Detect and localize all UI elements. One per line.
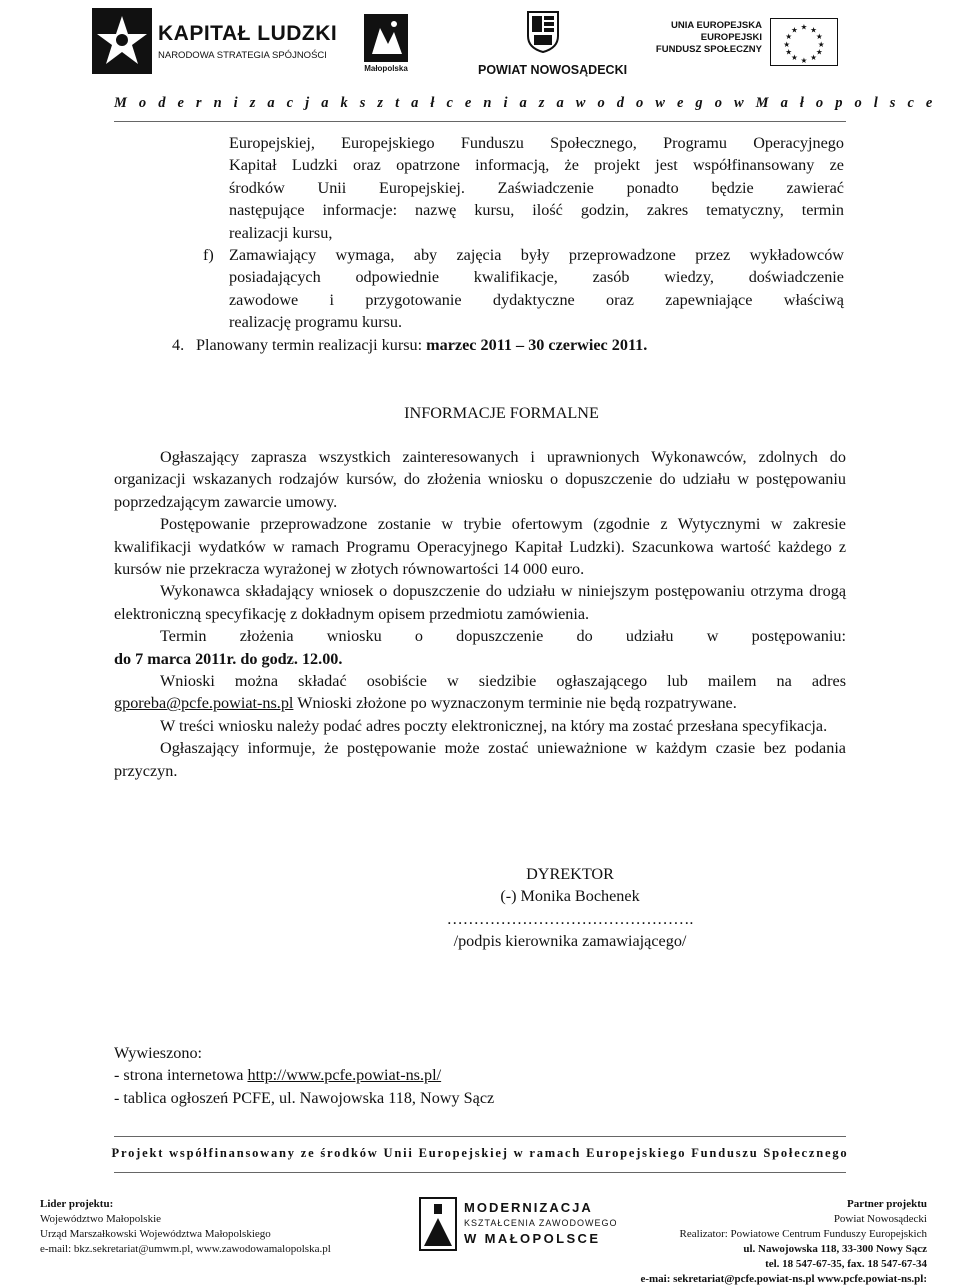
- eu-logo: [655, 18, 838, 78]
- text-line: środków Unii Europejskiej. Zaświadczenie ponadto będzie zawierać: [229, 178, 844, 197]
- paragraph-invitation: Ogłaszający zaprasza wszystkich zainteresowanych i uprawnionych Wykonawców, zdolnych do organizacji wskazanych rodzajów kursów, do złożenia wniosku o dopuszczenie do udziału w postępowaniu poprzedzającym zawarcie umowy.: [114, 448, 846, 511]
- signature-name: (-) Monika Bochenek: [500, 887, 640, 906]
- paragraph-annulment: Ogłaszający informuje, że postępowanie może zostać unieważnione w każdym czasie bez podania przyczyn.: [114, 739, 846, 780]
- signature-title: DYREKTOR: [526, 865, 614, 883]
- footer-divider: [114, 1136, 846, 1137]
- list-marker-4: 4.: [172, 336, 185, 354]
- footer-title: Projekt współfinansowany ze środków Unii Europejskiej w ramach Europejskiego Funduszu Społecznego: [111, 1146, 849, 1160]
- leader-line: Województwo Małopolskie: [40, 1213, 162, 1225]
- malopolska-logo: [364, 14, 408, 74]
- partner-line: Powiat Nowosądecki: [833, 1213, 927, 1225]
- modernizacja-icon: [418, 1196, 458, 1252]
- text-line: zawodowe i przygotowanie dydaktyczne oraz zapewniające właściwą: [229, 290, 844, 309]
- svg-text:★: ★: [800, 56, 808, 66]
- eu-text: [656, 20, 762, 56]
- term-label: Planowany termin realizacji kursu:: [196, 336, 427, 354]
- section-heading: INFORMACJE FORMALNE: [404, 404, 599, 422]
- list-marker-f: f): [203, 246, 214, 264]
- text-line: posiadających odpowiednie kwalifikacje, zasób wiedzy, doświadczenie: [229, 268, 844, 287]
- text-line: następujące informacje: nazwę kursu, ilość godzin, zakres tematyczny, termin: [229, 201, 844, 220]
- formal-info-body: [114, 446, 846, 782]
- kapital-ludzki-title: KAPITAŁ LUDZKI: [158, 22, 338, 45]
- modernizacja-line-1: MODERNIZACJA: [464, 1200, 593, 1215]
- powiat-logo: [478, 10, 628, 80]
- svg-text:★: ★: [800, 22, 808, 32]
- eu-flag-icon: [770, 18, 838, 66]
- term-dates: marzec 2011 – 30 czerwiec 2011.: [426, 336, 648, 354]
- svg-text:★: ★: [810, 25, 818, 35]
- text-line: Europejskiej, Europejskiego Funduszu Społecznego, Programu Operacyjnego: [229, 134, 844, 152]
- posted-block: [114, 1042, 846, 1109]
- deadline-date: do 7 marca 2011r. do godz. 12.00.: [114, 649, 343, 668]
- powiat-label: POWIAT NOWOSĄDECKI: [478, 63, 628, 77]
- partner-line: Realizator: Powiatowe Centrum Funduszy Europejskich: [679, 1228, 927, 1240]
- modernizacja-line-2: KSZTAŁCENIA ZAWODOWEGO: [464, 1218, 618, 1228]
- svg-text:★: ★: [790, 53, 798, 63]
- leader-line: Urząd Marszałkowski Województwa Małopolskiego: [40, 1228, 271, 1240]
- text-line: realizację programu kursu.: [229, 313, 403, 332]
- project-partner: [640, 1197, 927, 1287]
- project-leader: [40, 1197, 331, 1257]
- malopolska-emblem-icon: [364, 14, 408, 62]
- kapital-ludzki-star-icon: [92, 8, 152, 74]
- leader-contact: e-mail: bkz.sekretariat@umwm.pl, www.zawodowamalopolska.pl: [40, 1243, 331, 1255]
- footer-divider-2: [114, 1172, 846, 1173]
- svg-text:★: ★: [785, 47, 793, 57]
- posted-board: - tablica ogłoszeń PCFE, ul. Nawojowska 118, Nowy Sącz: [114, 1088, 495, 1107]
- signature-dots: ……………………………………….: [446, 909, 694, 928]
- paragraph-procedure: Postępowanie przeprowadzone zostanie w trybie ofertowym (zgodnie z Wytycznymi w zakresie kwalifikacji wydatków w ramach Programu Operacyjnego Kapitał Ludzki). Szacunkowa wartość każdego z kursów nie przekracza wyrażonej w złotych równowartości 14 000 euro.: [114, 515, 846, 579]
- signature-block: [420, 863, 720, 953]
- list-item-4: [196, 334, 846, 356]
- partner-phone: tel. 18 547-67-35, fax. 18 547-67-34: [765, 1258, 927, 1270]
- svg-text:★: ★: [783, 39, 791, 49]
- eu-line-2: EUROPEJSKI: [700, 32, 762, 43]
- partner-contact: e-mai: sekretariat@pcfe.powiat-ns.pl www.pcfe.powiat-ns.pl:: [640, 1273, 927, 1285]
- paragraph-specification: Wykonawca składający wniosek o dopuszczenie do udziału w niniejszym postępowaniu otrzyma drogą elektroniczną specyfikację z dokładnym opisem przedmiotu zamówienia.: [114, 582, 846, 623]
- modernizacja-logo: [418, 1196, 618, 1252]
- leader-label: Lider projektu:: [40, 1198, 114, 1210]
- partner-address: ul. Nawojowska 118, 33-300 Nowy Sącz: [743, 1243, 927, 1255]
- continued-paragraph: [229, 132, 844, 244]
- paragraph-submission-cont: [114, 692, 846, 714]
- email-link[interactable]: gporeba@pcfe.powiat-ns.pl: [114, 694, 294, 713]
- svg-text:★: ★: [815, 32, 823, 42]
- modernizacja-line-3: W MAŁOPOLSCE: [464, 1231, 601, 1246]
- header-divider: [114, 121, 846, 122]
- svg-text:★: ★: [817, 39, 825, 49]
- powiat-crest-icon: [526, 10, 560, 54]
- posted-label: Wywieszono:: [114, 1044, 203, 1062]
- page-header: [0, 0, 960, 111]
- malopolska-label: Małopolska: [364, 64, 408, 73]
- submission-text: Wnioski złożone po wyznaczonym terminie nie będą rozpatrywane.: [293, 694, 737, 713]
- svg-text:★: ★: [790, 25, 798, 35]
- svg-text:★: ★: [815, 47, 823, 57]
- paragraph-email-info: W treści wniosku należy podać adres poczty elektronicznej, na który ma zostać przesłana specyfikacja.: [160, 716, 828, 735]
- paragraph-deadline: Termin złożenia wniosku o dopuszczenie do udziału w postępowaniu:: [160, 627, 846, 646]
- partner-label: Partner projektu: [847, 1198, 927, 1210]
- svg-text:★: ★: [785, 32, 793, 42]
- paragraph-submission: Wnioski można składać osobiście w siedzibie ogłaszającego lub mailem na adres: [160, 672, 846, 691]
- posted-web: [114, 1064, 846, 1086]
- kapital-ludzki-logo: [92, 8, 342, 78]
- signature-caption: /podpis kierownika zamawiającego/: [453, 932, 687, 951]
- text-line: Zamawiający wymaga, aby zajęcia były przeprowadzone przez wykładowców: [229, 246, 844, 264]
- posted-web-prefix: - strona internetowa: [114, 1066, 248, 1085]
- svg-text:★: ★: [810, 53, 818, 63]
- eu-line-1: UNIA EUROPEJSKA: [671, 20, 762, 31]
- website-link[interactable]: http://www.pcfe.powiat-ns.pl/: [247, 1066, 442, 1085]
- eu-line-3: FUNDUSZ SPOŁECZNY: [655, 44, 762, 55]
- program-line: M o d e r n i z a c j a k s z t a ł c e n i a z a w o d o w e g o w M a ł o p o l s c e: [114, 95, 937, 111]
- text-line: realizacji kursu,: [229, 223, 333, 242]
- list-item-f: [229, 244, 844, 334]
- modernizacja-text: [464, 1200, 618, 1246]
- kapital-ludzki-subtitle: NARODOWA STRATEGIA SPÓJNOŚCI: [158, 50, 327, 61]
- text-line: Kapitał Ludzki oraz opatrzone informacją, że projekt jest współfinansowany ze: [229, 156, 844, 175]
